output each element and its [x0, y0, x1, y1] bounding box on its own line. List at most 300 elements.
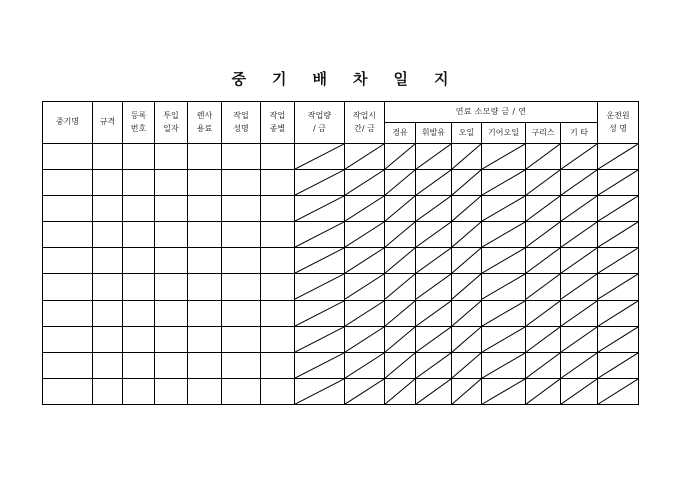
slash-line	[416, 353, 451, 378]
diagonal-slash	[345, 327, 384, 352]
cell-fuel-grease[interactable]	[526, 248, 561, 274]
slash-line	[598, 144, 638, 169]
cell-worker-name[interactable]	[222, 170, 261, 196]
cell-fuel-oil[interactable]	[452, 274, 482, 300]
slash-line	[416, 222, 451, 247]
cell-reg-number[interactable]	[123, 196, 155, 222]
cell-fuel-gasoline[interactable]	[416, 222, 452, 248]
diagonal-slash	[452, 379, 481, 404]
cell-reg-number[interactable]	[123, 248, 155, 274]
cell-operator-name[interactable]	[598, 170, 639, 196]
cell-rental-fee[interactable]	[188, 248, 222, 274]
cell-spec[interactable]	[93, 144, 123, 170]
cell-reg-number[interactable]	[123, 300, 155, 326]
header-line: 렌사	[196, 110, 213, 120]
table-row	[43, 144, 639, 170]
cell-fuel-grease[interactable]	[526, 300, 561, 326]
cell-input-date[interactable]	[155, 274, 188, 300]
cell-fuel-gasoline[interactable]	[416, 144, 452, 170]
cell-work-amount[interactable]	[295, 222, 345, 248]
diagonal-slash	[416, 196, 451, 221]
header-fuel-gasoline: 휘발유	[416, 123, 452, 144]
diagonal-slash	[295, 274, 344, 299]
diagonal-slash	[416, 301, 451, 326]
slash-line	[416, 379, 451, 404]
diagonal-slash	[345, 144, 384, 169]
cell-fuel-grease[interactable]	[526, 378, 561, 404]
slash-line	[452, 222, 481, 247]
slash-line	[598, 196, 638, 221]
table-row	[43, 352, 639, 378]
cell-operator-name[interactable]	[598, 196, 639, 222]
cell-worker-name[interactable]	[222, 326, 261, 352]
cell-work-type[interactable]	[261, 274, 295, 300]
header-line: 운전원	[606, 110, 630, 120]
slash-line	[345, 327, 384, 352]
diagonal-slash	[598, 274, 638, 299]
cell-input-date[interactable]	[155, 300, 188, 326]
header-line: 작업	[269, 110, 286, 120]
diagonal-slash	[452, 196, 481, 221]
diagonal-slash	[598, 353, 638, 378]
diagonal-slash	[561, 196, 597, 221]
slash-line	[345, 274, 384, 299]
cell-work-type[interactable]	[261, 248, 295, 274]
cell-equipment-name[interactable]	[43, 222, 93, 248]
cell-operator-name[interactable]	[598, 274, 639, 300]
slash-line	[345, 301, 384, 326]
table-row	[43, 222, 639, 248]
cell-fuel-other[interactable]	[561, 144, 598, 170]
diagonal-slash	[561, 274, 597, 299]
cell-fuel-other[interactable]	[561, 274, 598, 300]
diagonal-slash	[561, 144, 597, 169]
cell-fuel-gasoline[interactable]	[416, 248, 452, 274]
header-line: / 금	[313, 123, 326, 133]
cell-work-type[interactable]	[261, 196, 295, 222]
cell-reg-number[interactable]	[123, 170, 155, 196]
cell-fuel-diesel[interactable]	[385, 248, 416, 274]
cell-fuel-diesel[interactable]	[385, 144, 416, 170]
cell-fuel-grease[interactable]	[526, 274, 561, 300]
diagonal-slash	[345, 222, 384, 247]
slash-line	[526, 274, 560, 299]
slash-line	[561, 222, 597, 247]
cell-work-amount[interactable]	[295, 248, 345, 274]
cell-work-hours[interactable]	[345, 378, 385, 404]
slash-line	[385, 274, 415, 299]
cell-work-hours[interactable]	[345, 196, 385, 222]
diagonal-slash	[385, 222, 415, 247]
cell-fuel-gear-oil[interactable]	[482, 222, 526, 248]
cell-rental-fee[interactable]	[188, 300, 222, 326]
cell-operator-name[interactable]	[598, 378, 639, 404]
cell-fuel-gasoline[interactable]	[416, 274, 452, 300]
diagonal-slash	[452, 353, 481, 378]
cell-spec[interactable]	[93, 352, 123, 378]
slash-line	[416, 274, 451, 299]
cell-fuel-oil[interactable]	[452, 170, 482, 196]
slash-line	[526, 301, 560, 326]
header-line: 등록	[130, 110, 147, 120]
cell-rental-fee[interactable]	[188, 274, 222, 300]
cell-input-date[interactable]	[155, 352, 188, 378]
header-line: 종별	[269, 123, 286, 133]
cell-fuel-other[interactable]	[561, 378, 598, 404]
cell-fuel-oil[interactable]	[452, 196, 482, 222]
cell-fuel-diesel[interactable]	[385, 222, 416, 248]
diagonal-slash	[416, 353, 451, 378]
slash-line	[345, 222, 384, 247]
cell-work-amount[interactable]	[295, 352, 345, 378]
cell-fuel-gear-oil[interactable]	[482, 352, 526, 378]
slash-line	[295, 222, 344, 247]
cell-fuel-oil[interactable]	[452, 326, 482, 352]
slash-line	[416, 327, 451, 352]
slash-line	[345, 196, 384, 221]
cell-fuel-diesel[interactable]	[385, 326, 416, 352]
cell-equipment-name[interactable]	[43, 144, 93, 170]
diagonal-slash	[416, 274, 451, 299]
slash-line	[416, 144, 451, 169]
cell-fuel-other[interactable]	[561, 352, 598, 378]
cell-fuel-oil[interactable]	[452, 352, 482, 378]
cell-work-hours[interactable]	[345, 170, 385, 196]
slash-line	[482, 301, 525, 326]
diagonal-slash	[561, 170, 597, 195]
diagonal-slash	[526, 353, 560, 378]
cell-equipment-name[interactable]	[43, 248, 93, 274]
diagonal-slash	[482, 301, 525, 326]
cell-fuel-diesel[interactable]	[385, 378, 416, 404]
cell-worker-name[interactable]	[222, 144, 261, 170]
diagonal-slash	[526, 170, 560, 195]
slash-line	[482, 248, 525, 273]
diagonal-slash	[385, 353, 415, 378]
cell-worker-name[interactable]	[222, 248, 261, 274]
diagonal-slash	[482, 248, 525, 273]
slash-line	[561, 327, 597, 352]
cell-work-amount[interactable]	[295, 378, 345, 404]
cell-reg-number[interactable]	[123, 144, 155, 170]
header-line: 번호	[130, 123, 147, 133]
cell-fuel-oil[interactable]	[452, 248, 482, 274]
diagonal-slash	[295, 144, 344, 169]
cell-fuel-gear-oil[interactable]	[482, 274, 526, 300]
header-line: 작업	[233, 110, 249, 120]
cell-fuel-oil[interactable]	[452, 300, 482, 326]
cell-rental-fee[interactable]	[188, 144, 222, 170]
cell-operator-name[interactable]	[598, 300, 639, 326]
cell-input-date[interactable]	[155, 170, 188, 196]
slash-line	[598, 353, 638, 378]
slash-line	[526, 170, 560, 195]
title-char: 일	[393, 70, 408, 88]
cell-work-type[interactable]	[261, 352, 295, 378]
cell-worker-name[interactable]	[222, 378, 261, 404]
slash-line	[452, 327, 481, 352]
cell-fuel-gasoline[interactable]	[416, 170, 452, 196]
slash-line	[526, 248, 560, 273]
cell-fuel-grease[interactable]	[526, 196, 561, 222]
slash-line	[561, 379, 597, 404]
cell-fuel-gasoline[interactable]	[416, 300, 452, 326]
cell-worker-name[interactable]	[222, 222, 261, 248]
cell-input-date[interactable]	[155, 326, 188, 352]
slash-line	[598, 170, 638, 195]
cell-spec[interactable]	[93, 248, 123, 274]
diagonal-slash	[598, 327, 638, 352]
diagonal-slash	[385, 327, 415, 352]
cell-reg-number[interactable]	[123, 326, 155, 352]
slash-line	[526, 196, 560, 221]
cell-operator-name[interactable]	[598, 326, 639, 352]
cell-fuel-gear-oil[interactable]	[482, 248, 526, 274]
slash-line	[345, 144, 384, 169]
cell-rental-fee[interactable]	[188, 170, 222, 196]
cell-fuel-grease[interactable]	[526, 144, 561, 170]
cell-work-amount[interactable]	[295, 170, 345, 196]
diagonal-slash	[598, 196, 638, 221]
cell-work-type[interactable]	[261, 378, 295, 404]
cell-work-hours[interactable]	[345, 300, 385, 326]
slash-line	[482, 222, 525, 247]
cell-work-type[interactable]	[261, 326, 295, 352]
diagonal-slash	[345, 170, 384, 195]
slash-line	[385, 144, 415, 169]
slash-line	[482, 274, 525, 299]
diagonal-slash	[295, 379, 344, 404]
cell-rental-fee[interactable]	[188, 222, 222, 248]
cell-reg-number[interactable]	[123, 352, 155, 378]
cell-operator-name[interactable]	[598, 352, 639, 378]
cell-spec[interactable]	[93, 222, 123, 248]
cell-fuel-grease[interactable]	[526, 170, 561, 196]
cell-fuel-oil[interactable]	[452, 144, 482, 170]
slash-line	[345, 170, 384, 195]
cell-work-type[interactable]	[261, 144, 295, 170]
cell-fuel-gear-oil[interactable]	[482, 170, 526, 196]
cell-fuel-other[interactable]	[561, 222, 598, 248]
cell-fuel-other[interactable]	[561, 326, 598, 352]
slash-line	[385, 327, 415, 352]
cell-work-amount[interactable]	[295, 326, 345, 352]
diagonal-slash	[295, 222, 344, 247]
diagonal-slash	[598, 301, 638, 326]
cell-fuel-gear-oil[interactable]	[482, 144, 526, 170]
cell-equipment-name[interactable]	[43, 352, 93, 378]
slash-line	[452, 248, 481, 273]
header-fuel-grease: 구리스	[526, 123, 561, 144]
cell-fuel-gear-oil[interactable]	[482, 378, 526, 404]
cell-fuel-diesel[interactable]	[385, 274, 416, 300]
slash-line	[482, 196, 525, 221]
diagonal-slash	[526, 196, 560, 221]
cell-worker-name[interactable]	[222, 196, 261, 222]
diagonal-slash	[345, 379, 384, 404]
header-work-type	[261, 102, 295, 144]
cell-fuel-other[interactable]	[561, 196, 598, 222]
cell-fuel-gear-oil[interactable]	[482, 326, 526, 352]
slash-line	[526, 327, 560, 352]
cell-rental-fee[interactable]	[188, 326, 222, 352]
header-fuel-consumption: 연료 소모량 금 / 연	[385, 102, 598, 123]
cell-fuel-gasoline[interactable]	[416, 378, 452, 404]
cell-fuel-gear-oil[interactable]	[482, 300, 526, 326]
cell-worker-name[interactable]	[222, 274, 261, 300]
diagonal-slash	[385, 301, 415, 326]
cell-spec[interactable]	[93, 274, 123, 300]
cell-work-hours[interactable]	[345, 274, 385, 300]
cell-equipment-name[interactable]	[43, 274, 93, 300]
cell-work-amount[interactable]	[295, 274, 345, 300]
cell-equipment-name[interactable]	[43, 170, 93, 196]
cell-fuel-diesel[interactable]	[385, 170, 416, 196]
cell-rental-fee[interactable]	[188, 378, 222, 404]
diagonal-slash	[345, 353, 384, 378]
cell-reg-number[interactable]	[123, 274, 155, 300]
cell-worker-name[interactable]	[222, 352, 261, 378]
cell-spec[interactable]	[93, 170, 123, 196]
cell-input-date[interactable]	[155, 248, 188, 274]
header-equipment-name: 중기명	[43, 102, 93, 144]
diagonal-slash	[416, 327, 451, 352]
cell-fuel-grease[interactable]	[526, 352, 561, 378]
diagonal-slash	[385, 274, 415, 299]
cell-fuel-diesel[interactable]	[385, 196, 416, 222]
header-line: 작업량	[307, 110, 332, 120]
cell-spec[interactable]	[93, 378, 123, 404]
cell-work-amount[interactable]	[295, 196, 345, 222]
slash-line	[452, 353, 481, 378]
slash-line	[416, 248, 451, 273]
cell-fuel-gasoline[interactable]	[416, 196, 452, 222]
diagonal-slash	[295, 196, 344, 221]
cell-work-hours[interactable]	[345, 352, 385, 378]
cell-fuel-gasoline[interactable]	[416, 326, 452, 352]
slash-line	[482, 144, 525, 169]
slash-line	[385, 301, 415, 326]
diagonal-slash	[295, 170, 344, 195]
slash-line	[295, 327, 344, 352]
slash-line	[598, 222, 638, 247]
header-worker-name	[222, 102, 261, 144]
diagonal-slash	[482, 274, 525, 299]
header-input-date	[155, 102, 188, 144]
header-line: 투입	[163, 110, 179, 120]
diagonal-slash	[345, 301, 384, 326]
table-row	[43, 170, 639, 196]
cell-operator-name[interactable]	[598, 144, 639, 170]
cell-input-date[interactable]	[155, 378, 188, 404]
slash-line	[598, 379, 638, 404]
slash-line	[561, 274, 597, 299]
slash-line	[482, 327, 525, 352]
slash-line	[452, 274, 481, 299]
cell-fuel-other[interactable]	[561, 300, 598, 326]
cell-rental-fee[interactable]	[188, 352, 222, 378]
cell-equipment-name[interactable]	[43, 378, 93, 404]
cell-fuel-oil[interactable]	[452, 378, 482, 404]
header-reg-number	[123, 102, 155, 144]
slash-line	[416, 170, 451, 195]
slash-line	[452, 301, 481, 326]
diagonal-slash	[598, 222, 638, 247]
cell-spec[interactable]	[93, 300, 123, 326]
cell-reg-number[interactable]	[123, 222, 155, 248]
cell-fuel-other[interactable]	[561, 248, 598, 274]
slash-line	[452, 144, 481, 169]
cell-input-date[interactable]	[155, 222, 188, 248]
diagonal-slash	[598, 170, 638, 195]
cell-equipment-name[interactable]	[43, 300, 93, 326]
cell-equipment-name[interactable]	[43, 196, 93, 222]
cell-reg-number[interactable]	[123, 378, 155, 404]
diagonal-slash	[526, 248, 560, 273]
cell-work-type[interactable]	[261, 170, 295, 196]
diagonal-slash	[416, 144, 451, 169]
diagonal-slash	[482, 196, 525, 221]
slash-line	[598, 301, 638, 326]
table-row	[43, 300, 639, 326]
cell-spec[interactable]	[93, 196, 123, 222]
cell-fuel-diesel[interactable]	[385, 300, 416, 326]
diagonal-slash	[561, 353, 597, 378]
cell-input-date[interactable]	[155, 144, 188, 170]
log-body	[43, 144, 639, 405]
cell-input-date[interactable]	[155, 196, 188, 222]
diagonal-slash	[452, 301, 481, 326]
table-row	[43, 248, 639, 274]
cell-rental-fee[interactable]	[188, 196, 222, 222]
slash-line	[452, 196, 481, 221]
diagonal-slash	[345, 274, 384, 299]
diagonal-slash	[561, 379, 597, 404]
diagonal-slash	[452, 327, 481, 352]
cell-operator-name[interactable]	[598, 222, 639, 248]
cell-fuel-oil[interactable]	[452, 222, 482, 248]
slash-line	[385, 248, 415, 273]
cell-fuel-other[interactable]	[561, 170, 598, 196]
title-char: 차	[353, 70, 368, 88]
header-row-1	[43, 102, 639, 123]
header-fuel-gear-oil: 기어오일	[482, 123, 526, 144]
slash-line	[295, 196, 344, 221]
cell-work-amount[interactable]	[295, 300, 345, 326]
cell-work-amount[interactable]	[295, 144, 345, 170]
cell-equipment-name[interactable]	[43, 326, 93, 352]
cell-work-hours[interactable]	[345, 144, 385, 170]
cell-spec[interactable]	[93, 326, 123, 352]
cell-work-hours[interactable]	[345, 222, 385, 248]
cell-fuel-gasoline[interactable]	[416, 352, 452, 378]
diagonal-slash	[526, 274, 560, 299]
cell-worker-name[interactable]	[222, 300, 261, 326]
cell-operator-name[interactable]	[598, 248, 639, 274]
cell-fuel-grease[interactable]	[526, 326, 561, 352]
cell-work-hours[interactable]	[345, 326, 385, 352]
cell-work-hours[interactable]	[345, 248, 385, 274]
cell-work-type[interactable]	[261, 300, 295, 326]
slash-line	[385, 170, 415, 195]
slash-line	[452, 170, 481, 195]
cell-work-type[interactable]	[261, 222, 295, 248]
cell-fuel-gear-oil[interactable]	[482, 196, 526, 222]
cell-fuel-grease[interactable]	[526, 222, 561, 248]
title-char: 지	[434, 70, 449, 88]
header-work-hours	[345, 102, 385, 144]
cell-fuel-diesel[interactable]	[385, 352, 416, 378]
